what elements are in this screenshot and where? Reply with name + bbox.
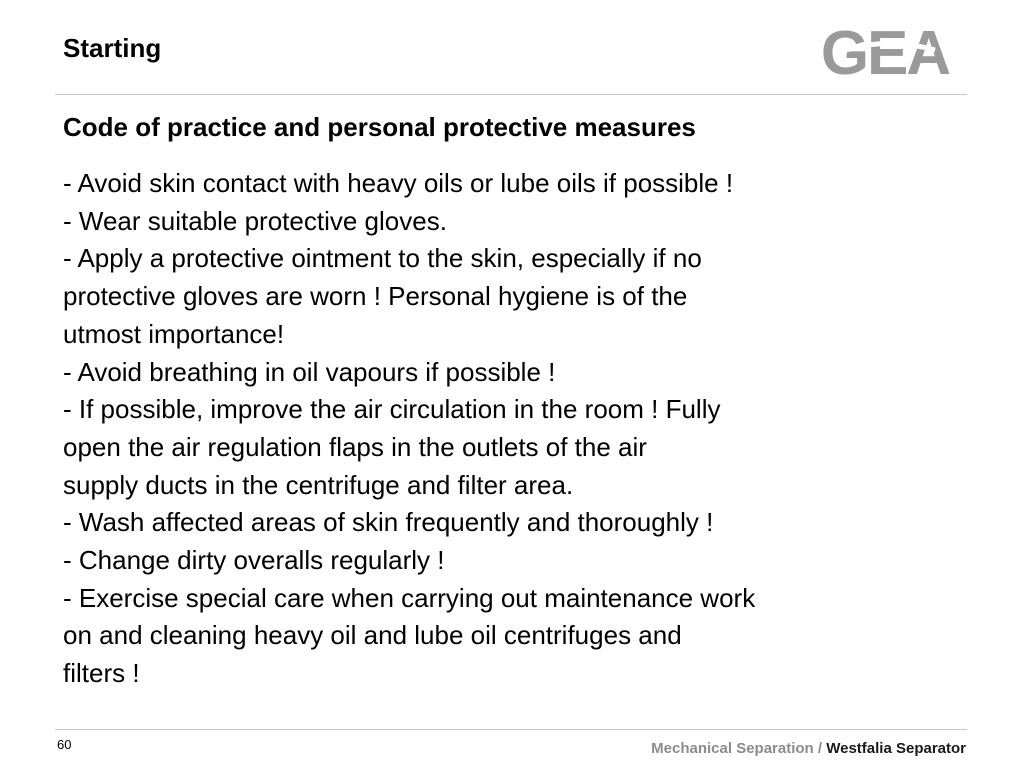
bullet-item (63, 580, 963, 693)
bullet-line: - Wear suitable protective gloves. (63, 205, 447, 236)
bullet-line: supply ducts in the centrifuge and filter area. (63, 469, 574, 500)
footer-company: Westfalia Separator (826, 740, 966, 757)
bullet-item (63, 504, 963, 542)
footer-divider (55, 729, 967, 730)
bullet-list (63, 165, 963, 693)
bullet-line: on and cleaning heavy oil and lube oil centrifuges and (63, 620, 682, 651)
bullet-line: - Wash affected areas of skin frequently and thoroughly ! (63, 507, 714, 538)
bullet-line: - Exercise special care when carrying out maintenance work (63, 582, 756, 613)
slide-title: Starting (63, 33, 162, 63)
bullet-line: protective gloves are worn ! Personal hygiene is of the (63, 281, 688, 312)
bullet-line: - If possible, improve the air circulation in the room ! Fully (63, 394, 721, 425)
bullet-item (63, 391, 963, 504)
section-heading: Code of practice and personal protective measures (63, 112, 696, 142)
header-divider (55, 94, 967, 95)
bullet-line: - Apply a protective ointment to the skin, especially if no (63, 243, 702, 274)
bullet-item (63, 542, 963, 580)
bullet-line: - Avoid breathing in oil vapours if possible ! (63, 356, 556, 387)
bullet-line: - Change dirty overalls regularly ! (63, 545, 445, 576)
bullet-line: filters ! (63, 658, 140, 689)
page-number: 60 (57, 737, 72, 752)
gea-logo-text: GEA (820, 22, 950, 82)
bullet-item (63, 354, 963, 392)
bullet-item (63, 203, 963, 241)
bullet-item (63, 165, 963, 203)
bullet-line: open the air regulation flaps in the outlets of the air (63, 431, 647, 462)
bullet-line: - Avoid skin contact with heavy oils or lube oils if possible ! (63, 168, 734, 198)
footer-text (651, 739, 966, 759)
bullet-line: utmost importance! (63, 318, 285, 349)
footer-division: Mechanical Separation / (651, 740, 827, 757)
gea-logo (800, 22, 970, 82)
bullet-item (63, 240, 963, 353)
